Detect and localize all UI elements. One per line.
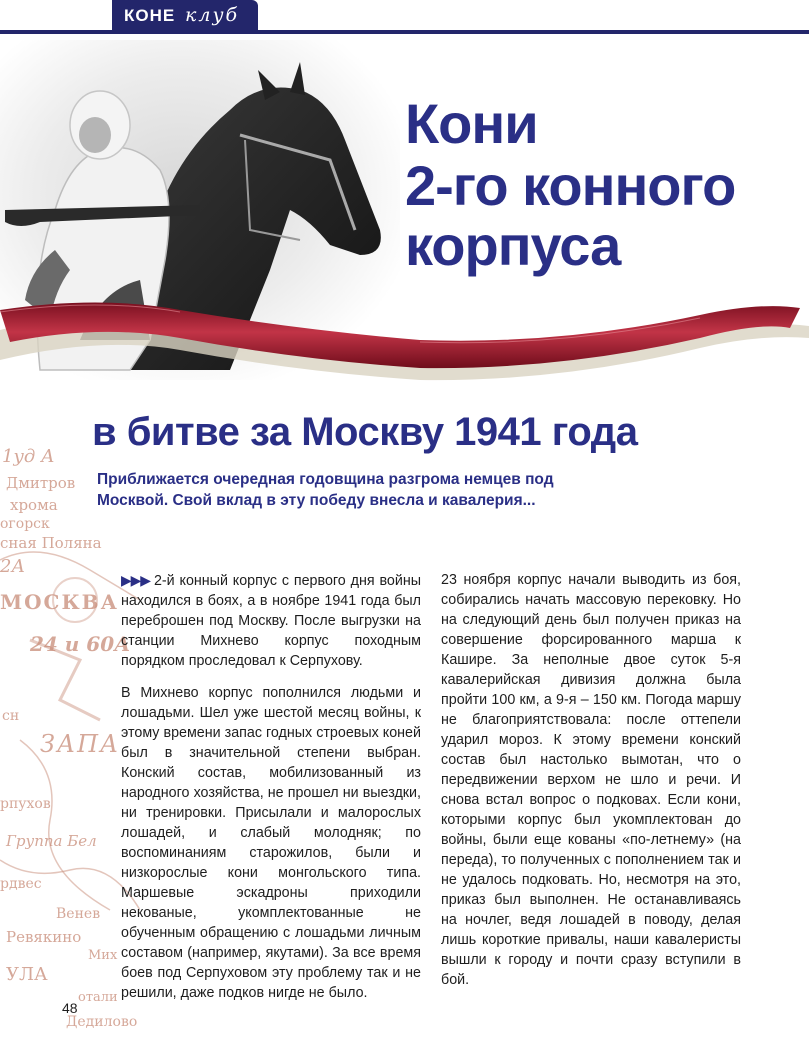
map-background	[0, 440, 140, 1039]
header-bar	[0, 0, 809, 34]
article-text: 2-й конный корпус с первого дня войны находился в боях, а в ноябре 1941 года был переброшен под Москву. После выгрузки на станции Михнево корпус походным порядком проследовал к Серпухову.	[121, 573, 421, 669]
lead-line: Москвой. Свой вклад в эту победу внесла и кавалерия...	[97, 492, 536, 509]
lead-paragraph	[97, 469, 617, 511]
brand-script: клуб	[185, 4, 240, 26]
page-number: 48	[62, 1000, 78, 1016]
article-paragraph: 23 ноября корпус начали выводить из боя, собирались начать массовую перековку. Но на следующий день был получен приказ на совершение форсированного марша к Кашире. За неполные двое суток 5-я кавалерийская дивизия должна была пройти 100 км, а 9-я – 150 км. Погода маршу не благоприятствовала: после оттепели ударил мороз. К этому времени конский состав был настолько вымотан, что о передвижении верхом не шло и речи. И снова встал вопрос о подковах. Если кони, которыми корпус был укомплектован до войны, были еще кованы «по-летнему» (на переда), то полученных с пополнением так и не удалось подковать. Но, несмотря на это, приказ был выполнен. Не останавливаясь на ночлег, ведя лошадей в поводу, делая лишь короткие привалы, наши кавалеристы вышли к городу и почти сразу вступили в бой.	[441, 572, 741, 988]
map-label: рпухов	[0, 796, 51, 812]
map-label: Венев	[56, 906, 101, 922]
brand-name: КОНЕ	[124, 6, 176, 25]
map-label: 2А	[0, 556, 26, 577]
map-label: хрома	[10, 496, 58, 514]
map-label: отали	[78, 990, 118, 1005]
ribbon-banner	[0, 290, 809, 400]
map-label: рдвес	[0, 876, 42, 892]
article-column-left	[121, 570, 421, 1015]
map-label: огорск	[0, 516, 50, 532]
title-line-1: Кони	[405, 92, 538, 155]
map-label: 24 и 60А	[30, 632, 131, 656]
title-line-3: корпуса	[405, 214, 621, 277]
map-label: ЗАПА	[40, 730, 121, 758]
article-paragraph: В Михнево корпус пополнился людьми и лошадьми. Шел уже шестой месяц войны, к этому времени запас годных строевых коней был в значительной степени выбран. Конский состав, мобилизованный из народного хозяйства, не прошел ни выездки, ни тренировки. Присылали и малорослых лошадей, и слабый молодняк; по воспоминаниям старожилов, были и низкорослые кони монгольского типа. Маршевые эскадроны приходили некованые, укомплектованные не обученным обращению с лошадьми личным составом (например, якутами). За все время боев под Серпуховом эту проблему так и не решили, даже подков нигде не было.	[121, 685, 421, 1001]
map-label: Мих	[88, 948, 118, 963]
map-label: сн	[2, 708, 20, 724]
map-label: 1уд А	[2, 446, 55, 467]
map-label: сная Поляна	[0, 534, 102, 552]
title-line-2: 2-го конного	[405, 154, 736, 217]
article-column-right	[441, 570, 741, 1002]
triangle-marker-icon: ▶▶▶	[121, 572, 150, 588]
map-label: Ревякино	[6, 928, 82, 946]
map-label: УЛА	[6, 964, 48, 985]
map-label: МОСКВА	[0, 590, 119, 614]
map-label: Дедилово	[66, 1014, 138, 1030]
map-label: Группа Бел	[6, 832, 97, 850]
article-paragraph	[121, 570, 421, 671]
subtitle: в битве за Москву 1941 года	[92, 410, 638, 454]
map-label: Дмитров	[6, 474, 76, 492]
lead-line: Приближается очередная годовщина разгрома немцев под	[97, 471, 554, 488]
